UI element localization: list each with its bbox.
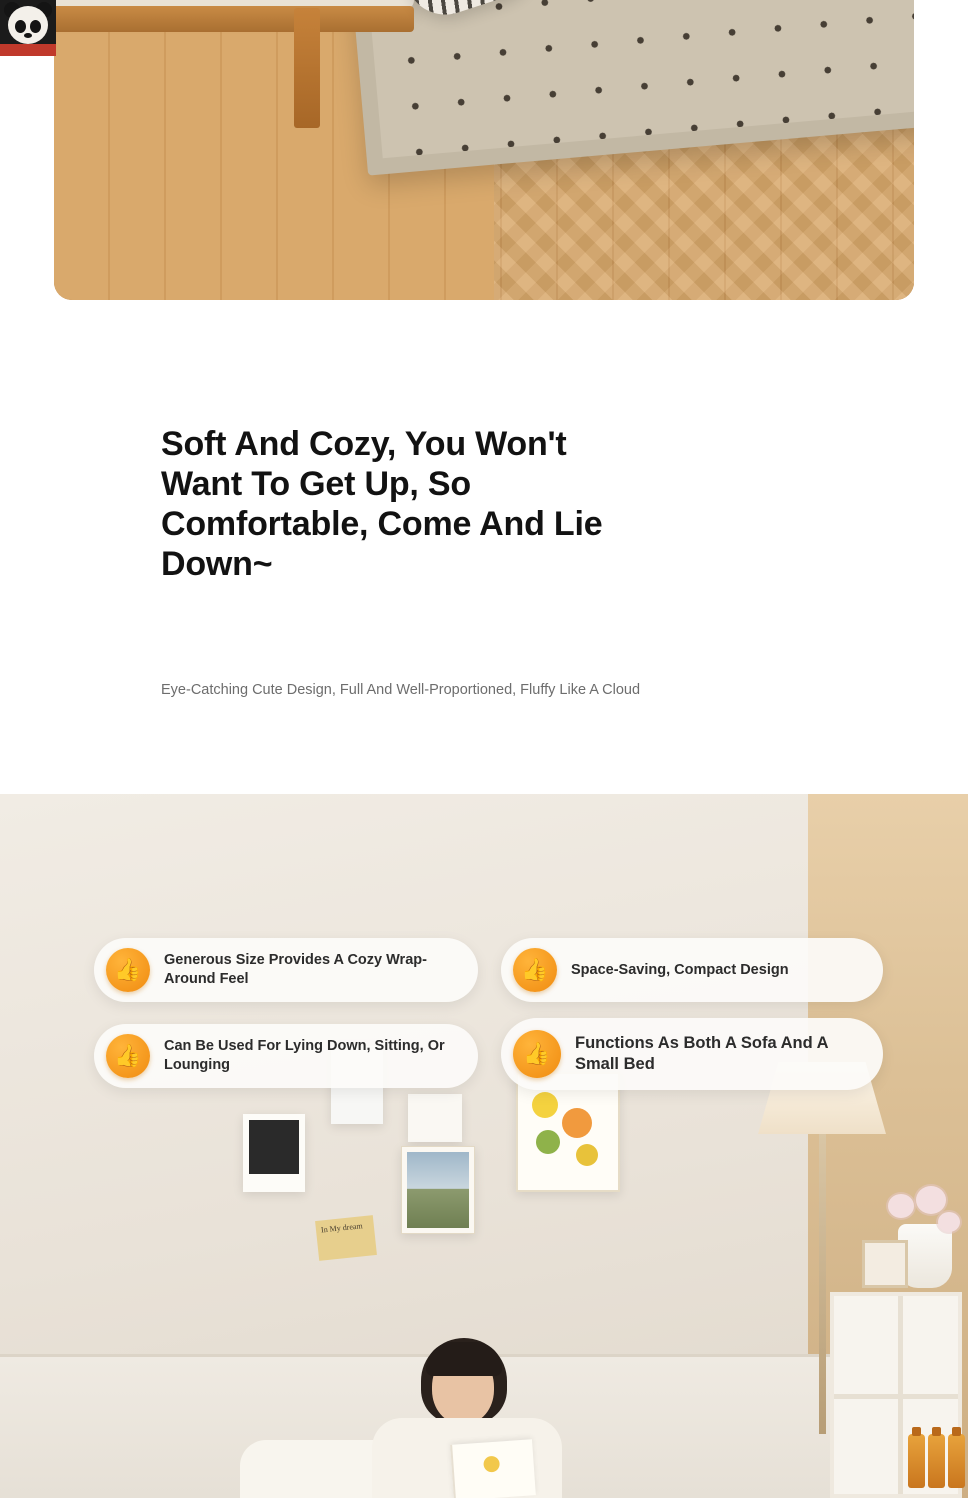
bed-leg-graphic: [294, 8, 320, 128]
subtitle: Eye-Catching Cute Design, Full And Well-Proportioned, Fluffy Like A Cloud: [161, 682, 641, 698]
panda-nose-icon: [24, 33, 32, 38]
panda-logo-icon: [0, 0, 56, 56]
panda-eye-right-icon: [30, 20, 41, 33]
polaroid-photo-graphic: [249, 1120, 299, 1174]
thumbs-up-icon: 👍: [106, 948, 150, 992]
wall-polaroid-graphic: [243, 1114, 305, 1192]
bottle-graphic: [908, 1434, 925, 1488]
page-title: Soft And Cozy, You Won't Want To Get Up, So Comfortable, Come And Lie Down~: [161, 425, 603, 583]
headline-section: [161, 424, 781, 698]
flower-graphic: [888, 1194, 914, 1218]
wall-flower-art: [516, 1072, 620, 1192]
flower-graphic: [938, 1212, 960, 1232]
art-blossom: [536, 1130, 560, 1154]
bottle-graphic: [928, 1434, 945, 1488]
shelf-divider-vertical: [898, 1296, 903, 1494]
feature-pill-2: [501, 938, 883, 1002]
feature-pill-2-label: Space-Saving, Compact Design: [571, 961, 789, 978]
bed-mattress-graphic: [54, 0, 414, 10]
flower-graphic: [916, 1186, 946, 1214]
floor-lamp-pole-graphic: [819, 1134, 826, 1434]
rug-dot-pattern: [359, 0, 914, 158]
hero-image: [54, 0, 914, 300]
wall-framed-photo: [401, 1146, 475, 1234]
framed-photo-image: [407, 1152, 469, 1228]
art-blossom: [576, 1144, 598, 1166]
art-blossom: [532, 1092, 558, 1118]
thumbs-up-icon: 👍: [513, 1030, 561, 1078]
feature-pill-4: [501, 1018, 883, 1090]
feature-pill-3: [94, 1024, 478, 1088]
logo-accent-bar: [0, 44, 56, 56]
wall-dream-note: In My dream: [315, 1215, 377, 1261]
lifestyle-photo: [0, 794, 968, 1498]
person-bangs-graphic: [426, 1342, 502, 1376]
small-picture-frame-graphic: [862, 1240, 908, 1288]
thumbs-up-icon: 👍: [106, 1034, 150, 1078]
shelf-divider-horizontal: [834, 1394, 958, 1399]
book-graphic: [450, 1439, 536, 1498]
feature-pill-1-label: Generous Size Provides A Cozy Wrap-Around Feel: [164, 952, 427, 987]
art-blossom: [562, 1108, 592, 1138]
feature-pill-4-label: Functions As Both A Sofa And A Small Bed: [575, 1034, 828, 1073]
bottle-graphic: [948, 1434, 965, 1488]
feature-pill-1: [94, 938, 478, 1002]
panda-face-icon: [8, 6, 48, 44]
wall-paper-graphic: [408, 1094, 462, 1142]
panda-eye-left-icon: [15, 20, 26, 33]
shelf-unit-graphic: [830, 1292, 962, 1498]
book-illustration-dot: [483, 1456, 500, 1473]
feature-pill-3-label: Can Be Used For Lying Down, Sitting, Or Lounging: [164, 1038, 445, 1073]
thumbs-up-icon: 👍: [513, 948, 557, 992]
